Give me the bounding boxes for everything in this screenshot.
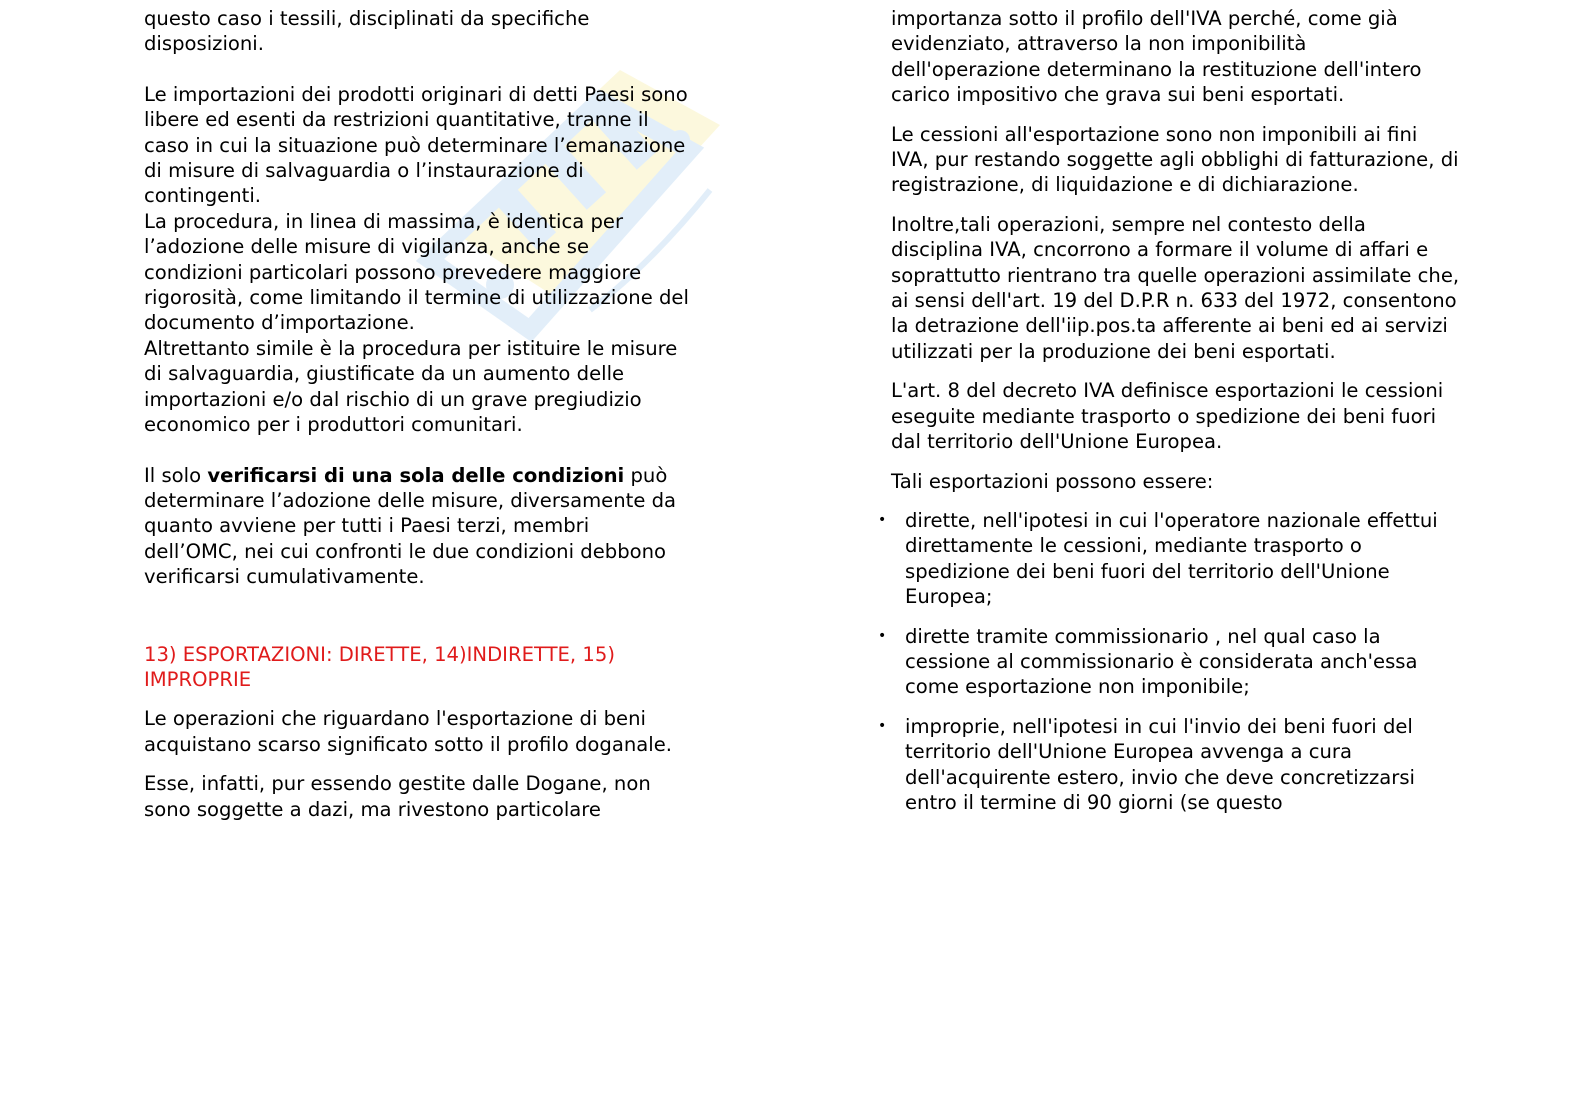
list-item: [878, 714, 1461, 816]
export-types-list: [878, 508, 1461, 815]
paragraph: Altrettanto simile è la procedura per istituire le misure di salvaguardia, giustificate da un aumento delle importazioni e/o dal rischio di un grave pregiudizio economico per i produttori comunitari.: [144, 336, 678, 437]
paragraph: Le importazioni dei prodotti originari di detti Paesi sono libere ed esenti da restrizioni quantitative, tranne il caso in cui la situazione può determinare l’emanazione di misure di salvaguardia o l’instaurazione di contingenti.: [144, 82, 688, 208]
paragraph: Le cessioni all'esportazione sono non imponibili ai fini IVA, pur restando soggette agli obblighi di fatturazione, di registrazione, di liquidazione e di dichiarazione.: [891, 122, 1459, 197]
conditions-rest: può determinare l’adozione delle misure, diversamente da quanto avviene per tutti i Paesi terzi, membri dell’OMC, nei cui confronti le due condizioni debbono verificarsi cumulativamente.: [144, 463, 677, 589]
paragraph: Le operazioni che riguardano l'esportazione di beni acquistano scarso significato sotto il profilo doganale.: [144, 707, 673, 756]
right-column: [878, 6, 1461, 815]
conditions-intro: Il solo: [144, 463, 208, 487]
paragraph: importanza sotto il profilo dell'IVA perché, come già evidenziato, attraverso la non imponibilità dell'operazione determinano la restituzione dell'intero carico impositivo che grava sui beni esportati.: [891, 7, 1422, 107]
bullet-icon: •: [878, 511, 887, 528]
paragraph-conditions: [144, 463, 689, 590]
list-item-text: dirette, nell'ipotesi in cui l'operatore nazionale effettui direttamente le cessioni, mediante trasporto o spedizione dei beni fuori del territorio dell'Unione Europea;: [905, 508, 1438, 609]
left-column: [144, 6, 689, 822]
paragraph: L'art. 8 del decreto IVA definisce esportazioni le cessioni eseguite mediante trasporto o spedizione dei beni fuori dal territorio dell'Unione Europea.: [891, 379, 1444, 454]
paragraph: questo caso i tessili, disciplinati da specifiche disposizioni.: [144, 7, 590, 56]
bullet-icon: •: [878, 717, 887, 734]
paragraph: Esse, infatti, pur essendo gestite dalle Dogane, non sono soggette a dazi, ma rivestono particolare: [144, 772, 651, 821]
list-item-text: dirette tramite commissionario , nel qual caso la cessione al commissionario è considerata anch'essa come esportazione non imponibile;: [905, 624, 1418, 699]
section-heading: 13) ESPORTAZIONI: DIRETTE, 14)INDIRETTE, 15) IMPROPRIE: [144, 642, 615, 691]
list-item: [878, 508, 1461, 610]
conditions-bold-phrase: verificarsi di una sola delle condizioni: [207, 463, 625, 487]
bullet-icon: •: [878, 627, 887, 644]
paragraph: Inoltre,tali operazioni, sempre nel contesto della disciplina IVA, cncorrono a formare il volume di affari e soprattutto rientrano tra quelle operazioni assimilate che, ai sensi dell'art. 19 del D.P.R n. 633 del 1972, consentono la detrazione dell'iip.pos.ta afferente ai beni ed ai servizi utilizzati per la produzione dei beni esportati.: [891, 212, 1460, 363]
paragraph: Tali esportazioni possono essere:: [891, 469, 1214, 493]
list-item-text: improprie, nell'ipotesi in cui l'invio dei beni fuori del territorio dell'Unione Europea avvenga a cura dell'acquirente estero, invio che deve concretizzarsi entro il termine di 90 giorni (se questo: [905, 714, 1415, 814]
list-item: [878, 624, 1461, 700]
paragraph: La procedura, in linea di massima, è identica per l’adozione delle misure di vigilanza, anche se condizioni particolari possono prevedere maggiore rigorosità, come limitando il termine di utilizzazione del documento d’importazione.: [144, 209, 689, 335]
